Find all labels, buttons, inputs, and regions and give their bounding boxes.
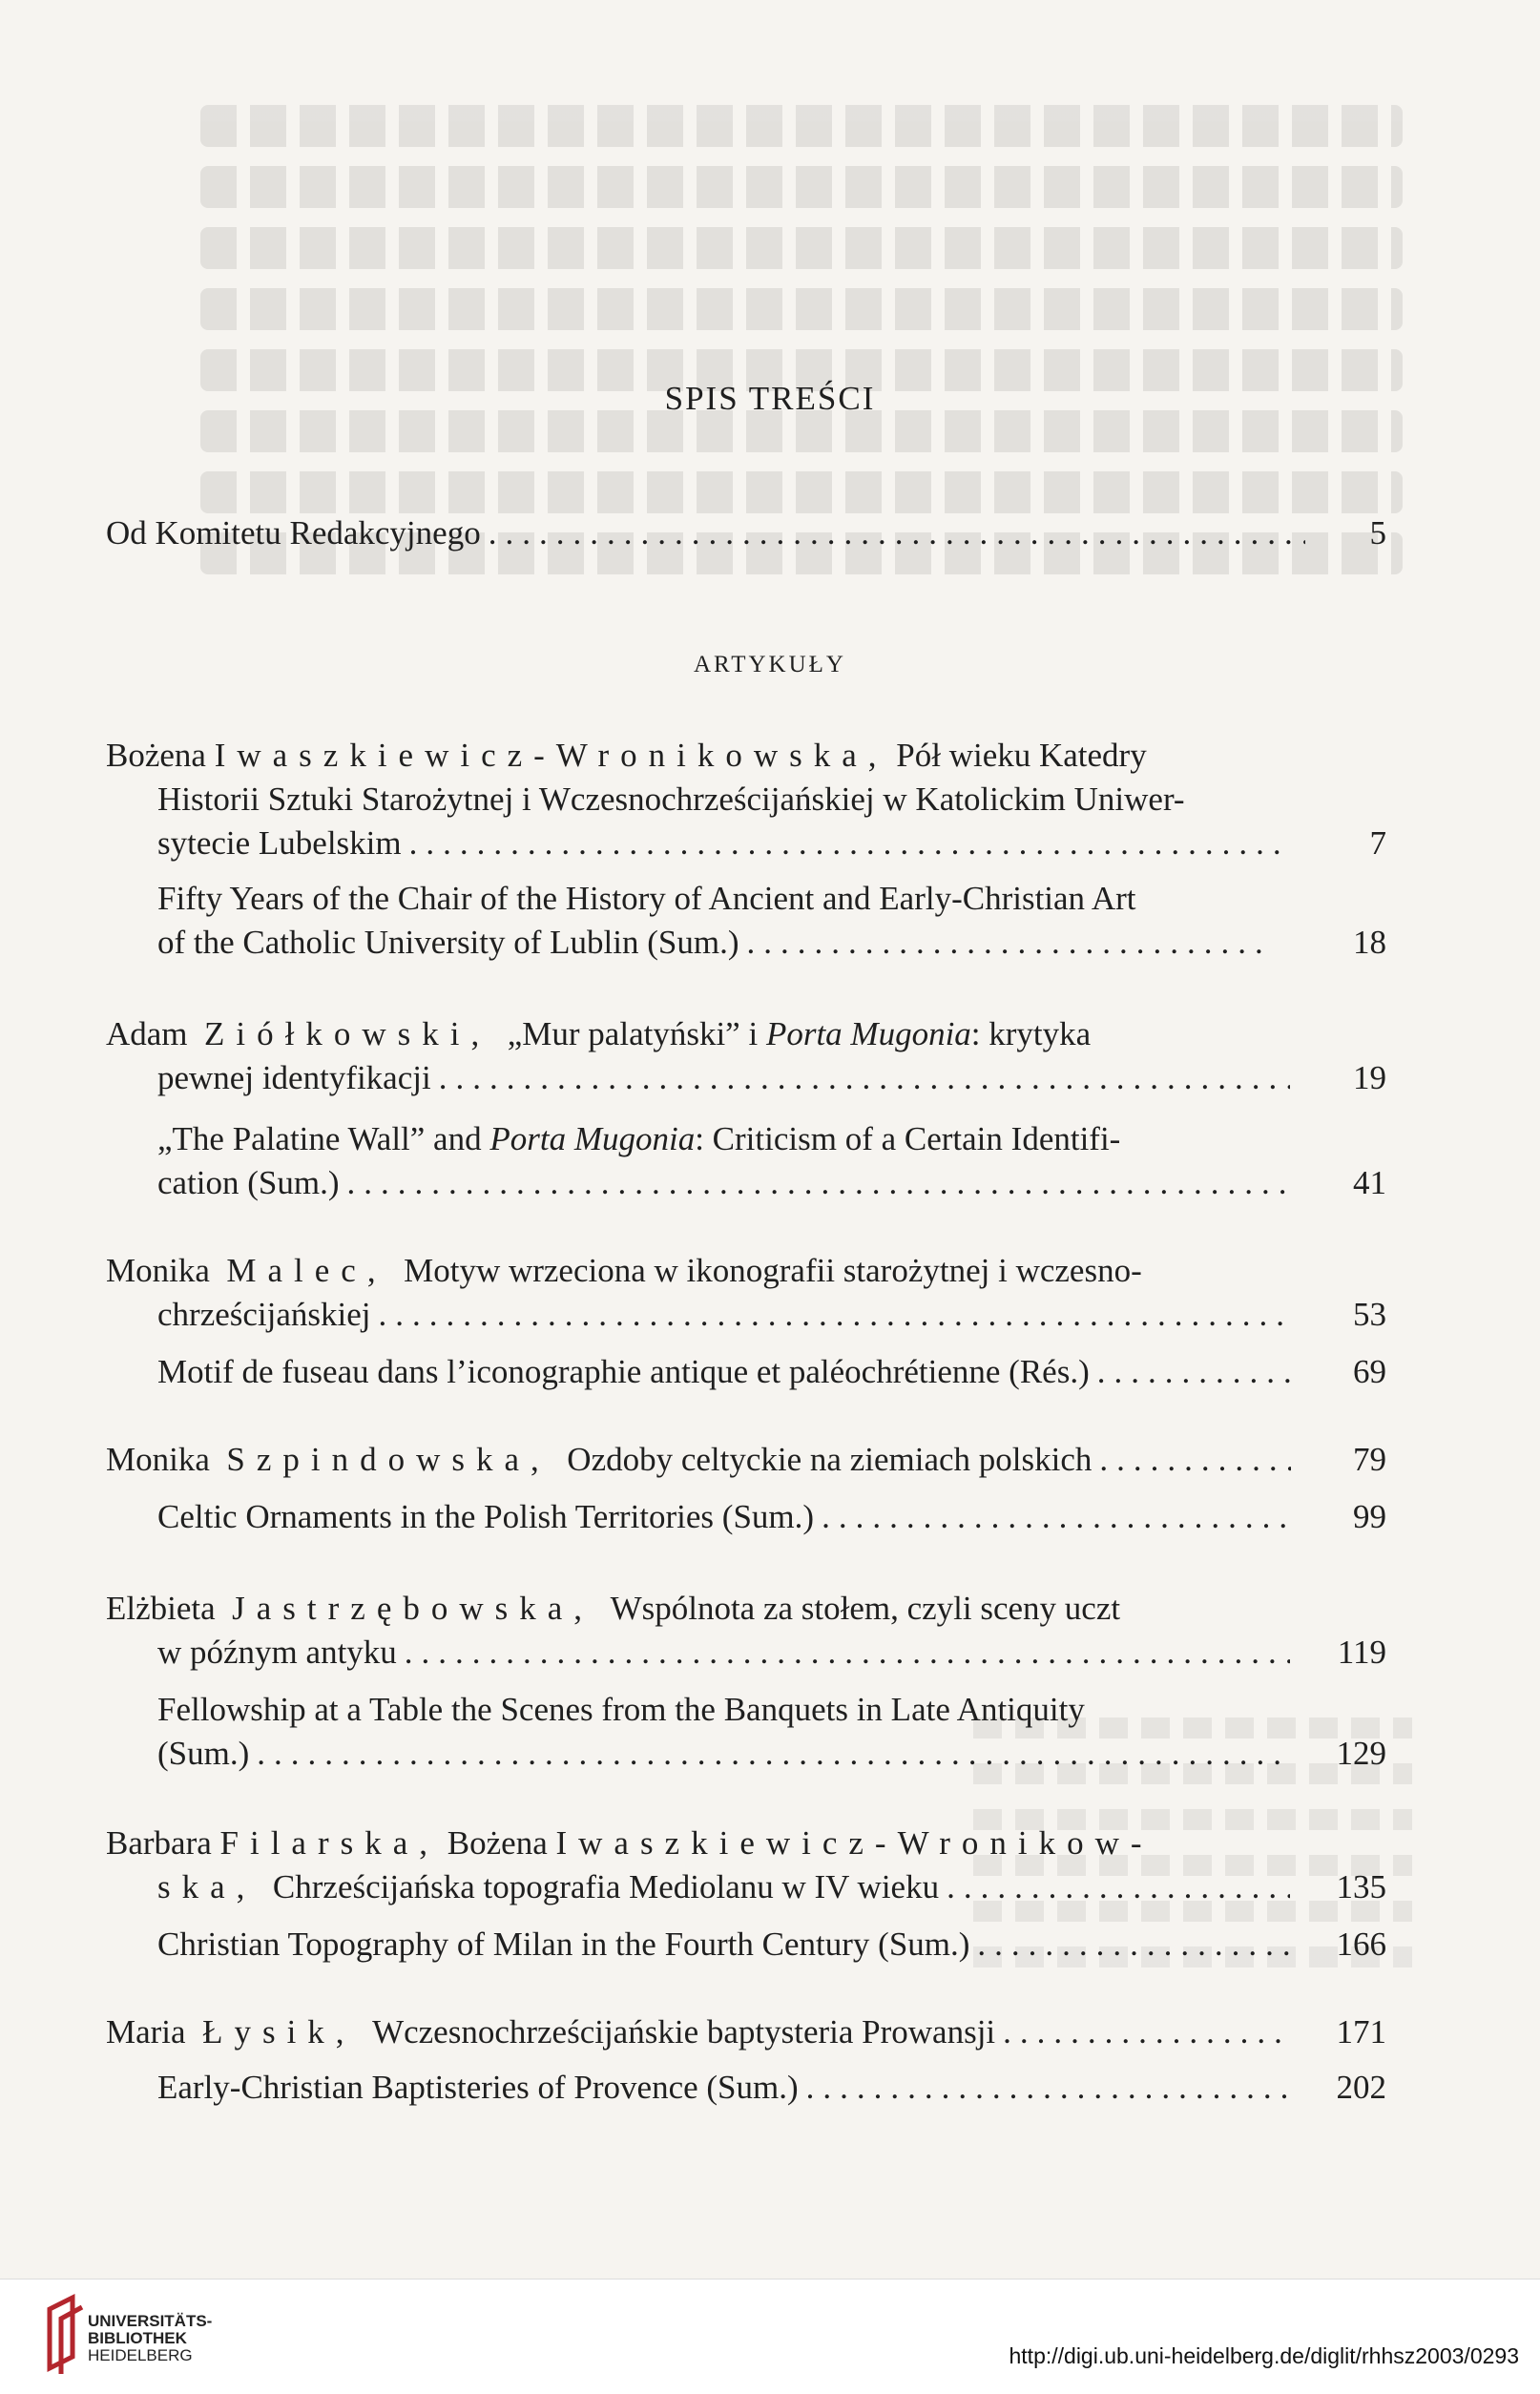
article-title: Motyw wrzeciona w ikonografii starożytnej i wczesno- [404,1252,1142,1289]
toc-summary-line [157,1120,1120,1158]
page-number: 119 [1337,1634,1386,1671]
page-title: SPIS TREŚCI [664,380,876,417]
page-number: 202 [1336,2069,1386,2106]
leader-dots [1097,1353,1290,1391]
leader-dots [1099,1441,1291,1479]
article-title: „Mur palatyński” i [507,1015,759,1052]
article-title: Chrześcijańska topografia Mediolanu w IV wieku [272,1868,940,1905]
page-number: 18 [1353,924,1386,961]
toc-entry-title-line [157,1296,1298,1334]
toc-entry-title-line [157,781,1185,819]
article-title: chrześcijańskiej [157,1296,371,1333]
toc-entry-text: Od Komitetu Redakcyjnego [106,514,481,552]
author-last-name: ska, [157,1868,257,1905]
summary-title: Fellowship at a Table the Scenes from the Banquets in Late Antiquity [157,1691,1085,1728]
author-first-name: Elżbieta [106,1590,216,1627]
author-last-name: Iwaszkiewicz-Wronikowska, [214,737,888,774]
article-title: Wspólnota za stołem, czyli sceny uczt [610,1590,1121,1627]
summary-title: Fifty Years of the Chair of the History of Ancient and Early-Christian Art [157,880,1136,917]
author-first-name: Barbara [106,1824,212,1862]
article-title-italic: Porta Mugonia [765,1015,971,1052]
source-url-link[interactable]: http://digi.ub.uni-heidelberg.de/diglit/rhhsz2003/0293 [1009,2343,1519,2368]
toc-summary-line [157,880,1136,918]
page-number: 79 [1353,1441,1386,1478]
article-title: : krytyka [970,1015,1092,1052]
logo-line: HEIDELBERG [88,2346,193,2364]
author-first-name: Monika [106,1252,210,1289]
leader-dots [257,1735,1290,1773]
author-first-name: Maria [106,2013,186,2051]
page-number: 166 [1336,1926,1386,1963]
author-last-name: Malec, [226,1252,387,1289]
leader-dots [405,1634,1290,1672]
summary-title: „The Palatine Wall” and [157,1120,482,1157]
author-first-name: Adam [106,1015,188,1052]
summary-title-italic: Porta Mugonia [489,1120,696,1157]
page-number: 129 [1336,1735,1386,1772]
toc-entry-title-line [157,824,1298,863]
page-number: 5 [1369,514,1386,552]
article-title: pewnej identyfikacji [157,1059,431,1096]
author-first-name: Bożena [106,737,206,774]
summary-title: (Sum.) [157,1735,250,1772]
leader-dots [822,1498,1290,1536]
author-last-name: Łysik, [202,2013,356,2051]
leader-dots [439,1059,1290,1097]
leader-dots [347,1164,1290,1202]
toc-entry-author-line [106,737,1147,775]
toc-summary-line [157,1735,1298,1773]
logo-line: BIBLIOTHEK [88,2329,187,2347]
page-number: 53 [1353,1296,1386,1333]
toc-entry-title-line [157,1634,1298,1672]
toc-entry-author-line [106,1824,1154,1863]
library-footer-bar [0,2279,1540,2394]
leader-dots [1003,2013,1291,2051]
summary-title: Motif de fuseau dans l’iconographie antique et paléochrétienne (Rés.) [157,1353,1090,1390]
author-first-name: Bożena [447,1824,548,1862]
toc-entry-editorial [106,514,1313,552]
page-number: 171 [1336,2013,1386,2051]
toc-summary-line [157,1353,1298,1391]
page-number: 99 [1353,1498,1386,1535]
toc-entry-author-line [106,1590,1120,1628]
leader-dots [489,514,1305,552]
library-logo-text [88,2313,212,2364]
toc-entry-author-line [106,1252,1142,1290]
author-last-name: Ziółkowski, [204,1015,491,1052]
toc-entry-title-line [157,1059,1298,1097]
leader-dots [977,1926,1290,1964]
toc-entry-author-line [106,1015,1091,1053]
article-title: Pół wieku Katedry [896,737,1147,774]
summary-title: Celtic Ornaments in the Polish Territories (Sum.) [157,1498,815,1535]
leader-dots [379,1296,1290,1334]
toc-summary-line [157,1691,1085,1729]
author-last-name: Filarska, [219,1824,440,1862]
leader-dots [409,824,1290,863]
page-number: 135 [1336,1868,1386,1905]
toc-entry-author-line [106,2013,1299,2051]
leader-dots [747,924,1272,962]
toc-summary-line [157,1498,1298,1536]
toc-entry-author-line [106,1441,1299,1479]
toc-entry-title-line [157,1868,1298,1906]
page-number: 19 [1353,1059,1386,1096]
article-title: Ozdoby celtyckie na ziemiach polskich [567,1441,1093,1478]
article-title: w późnym antyku [157,1634,397,1671]
summary-title: : Criticism of a Certain Identifi- [695,1120,1121,1157]
toc-summary-line [157,1164,1298,1202]
toc-summary-line [157,2069,1298,2107]
author-first-name: Monika [106,1441,210,1478]
leader-dots [806,2069,1290,2107]
author-last-name: Jastrzębowska, [232,1590,594,1627]
section-heading: ARTYKUŁY [694,652,846,677]
summary-title: cation (Sum.) [157,1164,340,1201]
author-last-name: Iwaszkiewicz-Wronikow- [555,1824,1154,1862]
article-title: sytecie Lubelskim [157,824,402,862]
summary-title: of the Catholic University of Lublin (Sum.) [157,924,739,961]
leader-dots [947,1868,1290,1906]
author-last-name: Szpindowska, [226,1441,551,1478]
page-number: 69 [1353,1353,1386,1390]
summary-title: Early-Christian Baptisteries of Provence (Sum.) [157,2069,799,2106]
toc-summary-line [157,1926,1298,1964]
page-number: 41 [1353,1164,1386,1201]
summary-title: Christian Topography of Milan in the Fourth Century (Sum.) [157,1926,970,1963]
page-number: 7 [1369,824,1386,862]
article-title: Wczesnochrześcijańskie baptysteria Prowansji [372,2013,996,2051]
toc-summary-line [157,924,1279,962]
logo-line: UNIVERSITÄTS- [88,2312,213,2330]
article-title: Historii Sztuki Starożytnej i Wczesnochrześcijańskiej w Katolickim Uniwer- [157,781,1185,818]
